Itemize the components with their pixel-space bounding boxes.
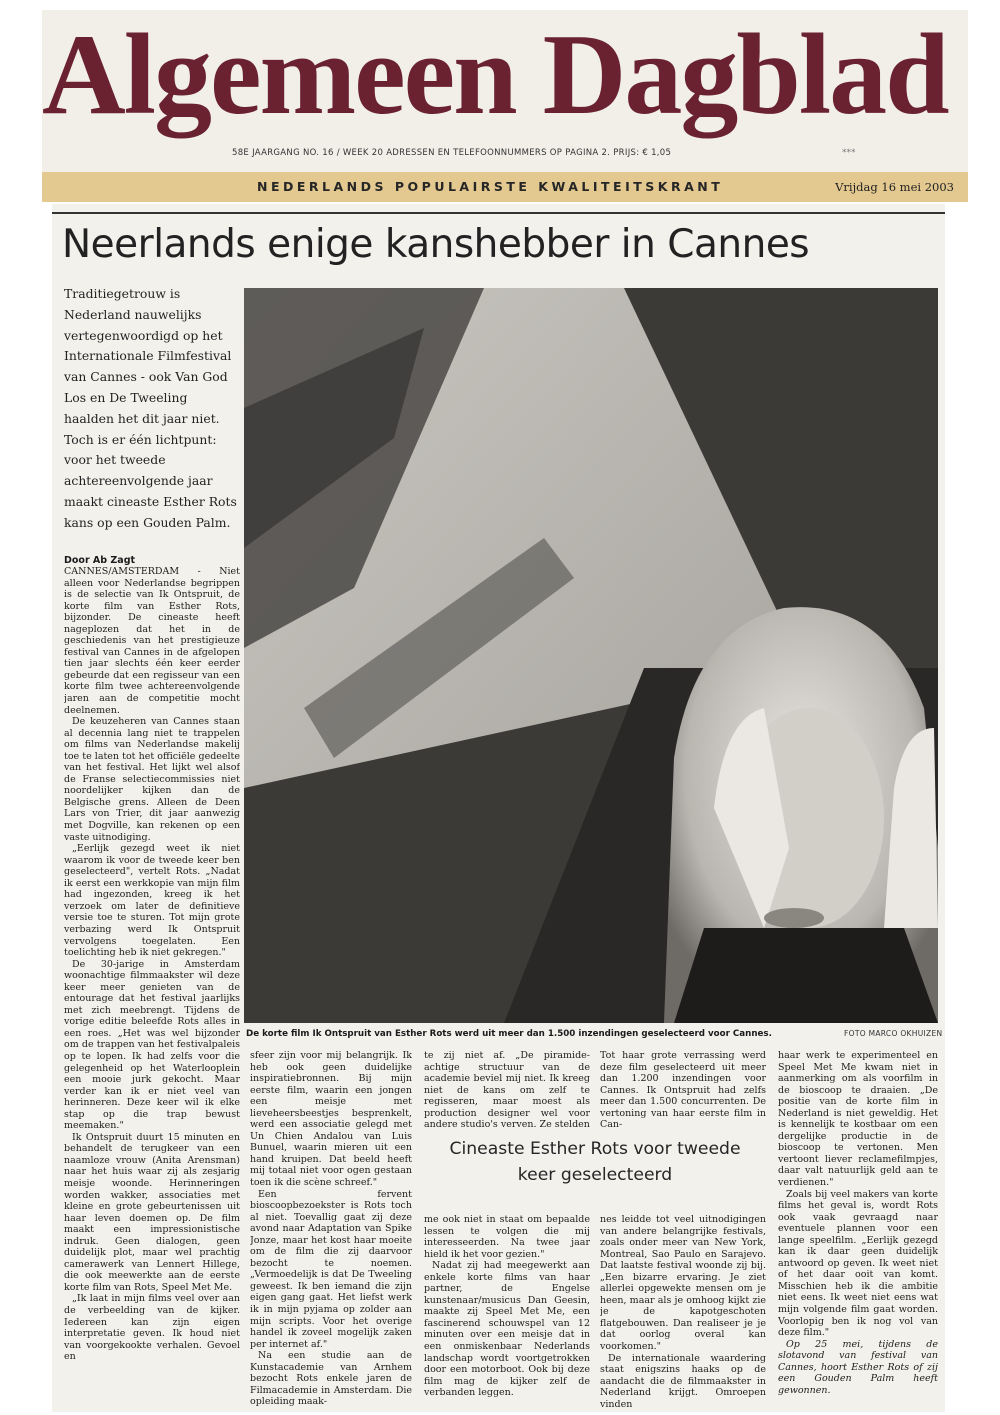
photo-caption: De korte film Ik Ontspruit van Esther Rots werd uit meer dan 1.500 inzendingen geselecteerd voor Cannes. (246, 1029, 772, 1039)
article-column-2 (250, 1050, 412, 1408)
body-paragraph: De internationale waardering staat enigszins haaks op de aandacht die de filmmaakster in Nederland krijgt. Omroepen vinden (600, 1352, 766, 1408)
intro-paragraph: Traditiegetrouw is Nederland nauwelijks vertegenwoordigd op het Internationale Filmfestival van Cannes - ook Van God Los en De Tweeling haalden het dit jaar niet. Toch is er één lichtpunt: voor het tweede achtereenvolgende jaar maakt cineaste Esther Rots kans op een Gouden Palm. (64, 286, 237, 530)
photo-credit: FOTO MARCO OKHUIZEN (844, 1029, 943, 1038)
newspaper-title: Algemeen Dagblad (42, 11, 948, 139)
article-column-3-bottom (424, 1214, 590, 1408)
masthead (42, 10, 968, 196)
body-paragraph: me ook niet in staat om bepaalde lessen te volgen die mij interesseerden. Na twee jaar hield ik het voor gezien." (424, 1214, 590, 1260)
article-column-4-bottom (600, 1214, 766, 1408)
article-column-1 (64, 566, 240, 1406)
body-paragraph: De keuzeheren van Cannes staan al decennia lang niet te trappelen om films van Nederlandse makelij toe te laten tot het officiële gedeelte van het festival. Het lijkt wel alsof de Franse selectiecommissies niet noordelijker kijken dan de Belgische grens. Alleen de Deen Lars von Trier, dit jaar aanwezig met Dogville, kan rekenen op een vaste uitnodiging. (64, 716, 240, 843)
byline: Door Ab Zagt (64, 555, 136, 566)
article-column-4-top (600, 1050, 766, 1130)
headline: Neerlands enige kanshebber in Cannes (62, 222, 810, 267)
body-paragraph: CANNES/AMSTERDAM - Niet alleen voor Nederlandse begrippen is de selectie van Ik Ontspruit, de korte film van Esther Rots, bijzonder. De cineaste heeft nageplozen dat het in de geschiedenis van het prestigieuze festival van Cannes in de afgelopen tien jaar slechts één keer eerder gebeurde dat een regisseur van een korte film twee achtereenvolgende jaren aan de competitie mocht deelnemen. (64, 566, 240, 716)
body-paragraph: Nadat zij had meegewerkt aan enkele korte films van haar partner, de Engelse kunstenaar/musicus Dan Geesin, maakte zij Speel Met Me, een fascinerend schouwspel van 12 minuten over een meisje dat in een onmiskenbaar Nederlands landschap wordt voortgetrokken door een motorboot. Ook bij deze film mag de kijker zelf de verbanden leggen. (424, 1260, 590, 1399)
issue-info: 58E JAARGANG NO. 16 / WEEK 20 ADRESSEN EN TELEFOONNUMMERS OP PAGINA 2. PRIJS: € 1,05 (232, 148, 672, 158)
body-paragraph: Tot haar grote verrassing werd deze film geselecteerd uit meer dan 1.200 inzendingen voor Cannes. Ik Ontspruit had zelfs meer dan 1.500 concurrenten. De vertoning van haar eerste film in Can- (600, 1050, 766, 1130)
tagline-bar (42, 172, 968, 202)
article-column-3-top (424, 1050, 590, 1130)
body-paragraph: Een fervent bioscoopbezoekster is Rots toch al niet. Toevallig gaat zij deze avond naar Adaptation van Spike Jonze, maar het kost haar moeite om de film die zij daarvoor bezocht te noemen. „Vermoedelijk is dat De Tweeling geweest. Ik ben iemand die zijn eigen gang gaat. Het liefst werk ik in mijn pyjama op zolder aan mijn scripts. Voor het overige handel ik zoveel mogelijk zaken per internet af." (250, 1188, 412, 1350)
issue-date: Vrijdag 16 mei 2003 (835, 180, 954, 194)
article-clipping (52, 204, 945, 1412)
body-paragraph: Na een studie aan de Kunstacademie van Arnhem bezocht Rots enkele jaren de Filmacademie in Amsterdam. Die opleiding maak- (250, 1350, 412, 1408)
body-paragraph: „Ik laat in mijn films veel over aan de verbeelding van de kijker. Iedereen kan zijn eigen interpretatie geven. Ik houd niet van voorgekookte verhalen. Gevoel en (64, 1293, 240, 1363)
body-paragraph: nes leidde tot veel uitnodigingen van andere belangrijke festivals, zoals onder meer van New York, Montreal, Sao Paulo en Sarajevo. Dat laatste festival woonde zij bij. „Een bizarre ervaring. Je ziet allerlei opgewekte mensen om je heen, maar als je omhoog kijkt zie je de kapotgeschoten flatgebouwen. Dan realiseer je je dat oorlog overal kan voorkomen." (600, 1214, 766, 1353)
body-paragraph: „Eerlijk gezegd weet ik niet waarom ik voor de tweede keer ben geselecteerd", vertelt Rots. „Nadat ik eerst een werkkopie van mijn film had ingezonden, kreeg ik het verzoek om later de definitieve versie toe te sturen. Tot mijn grote verbazing werd Ik Ontspruit vervolgens toegelaten. Een toelichting heb ik niet gekregen." (64, 843, 240, 959)
body-paragraph: sfeer zijn voor mij belangrijk. Ik heb ook geen duidelijke inspiratiebronnen. Bij mijn eerste film, waarin een jongen een meisje met lieveheersbeestjes besprenkelt, werd een associatie gelegd met Un Chien Andalou van Luis Bunuel, waarin mieren uit een hand kruipen. Dat beeld heeft mij totaal niet voor ogen gestaan toen ik die scène schreef." (250, 1050, 412, 1189)
body-paragraph: Ik Ontspruit duurt 15 minuten en behandelt de terugkeer van een naamloze vrouw (Anita Arensman) naar het huis waar zij als zesjarig meisje woonde. Herinneringen worden wakker, associaties met kleine en grote gebeurtenissen uit haar leven doemen op. De film maakt een impressionistische indruk. Geen dialogen, geen duidelijk plot, maar wel prachtig camerawerk van Lennert Hillege, die ook meewerkte aan de eerste korte film van Rots, Speel Met Me. (64, 1131, 240, 1293)
body-paragraph: De 30-jarige in Amsterdam woonachtige filmmaakster wil deze keer meer genieten van de entourage dat het festival jaarlijks met zich meebrengt. Tijdens de vorige editie beleefde Rots alles in een roes. „Het was wel bijzonder om de trappen van het festivalpaleis op te lopen. Ik had zelfs voor die gelegenheid op het Waterlooplein een mooie jurk gekocht. Maar verder kan ik er niet veel van herinneren. Deze keer wil ik elke stap op die trap bewust meemaken." (64, 958, 240, 1132)
top-rule (52, 212, 945, 214)
body-paragraph: Zoals bij veel makers van korte films het geval is, wordt Rots ook vaak gevraagd naar eventuele plannen voor een lange speelfilm. „Eerlijk gezegd kan ik daar geen duidelijk antwoord op geven. Ik weet niet of het daar ooit van komt. Misschien heb ik die ambitie niet eens. Ik weet niet eens wat mijn volgende film gaat worden. Voorlopig ben ik nog vol van deze film." (778, 1188, 938, 1339)
tagline: NEDERLANDS POPULAIRSTE KWALITEITSKRANT (257, 179, 724, 194)
edition-stars: *** (842, 148, 856, 158)
article-column-5 (778, 1050, 938, 1408)
body-paragraph: te zij niet af. „De piramide-achtige structuur van de academie beviel mij niet. Ik kreeg niet de kans om zelf te regisseren, maar moest als production designer wel voor andere studio's verven. Ze stelden (424, 1050, 590, 1130)
body-paragraph: haar werk te experimenteel en Speel Met Me kwam niet in aanmerking om als voorfilm in de bioscoop te draaien. „De positie van de korte film in Nederland is niet geweldig. Het is kennelijk te kostbaar om een dergelijke productie in de bioscoop te vertonen. Men vertoont liever reclamefilmpjes, daar valt natuurlijk geld aan te verdienen." (778, 1050, 938, 1189)
closing-note: Op 25 mei, tijdens de slotavond van festival van Cannes, hoort Esther Rots of zij een Gouden Palm heeft gewonnen. (778, 1338, 938, 1396)
pull-quote: Cineaste Esther Rots voor tweede keer geselecteerd (449, 1139, 741, 1185)
portrait-photo (244, 288, 938, 1023)
